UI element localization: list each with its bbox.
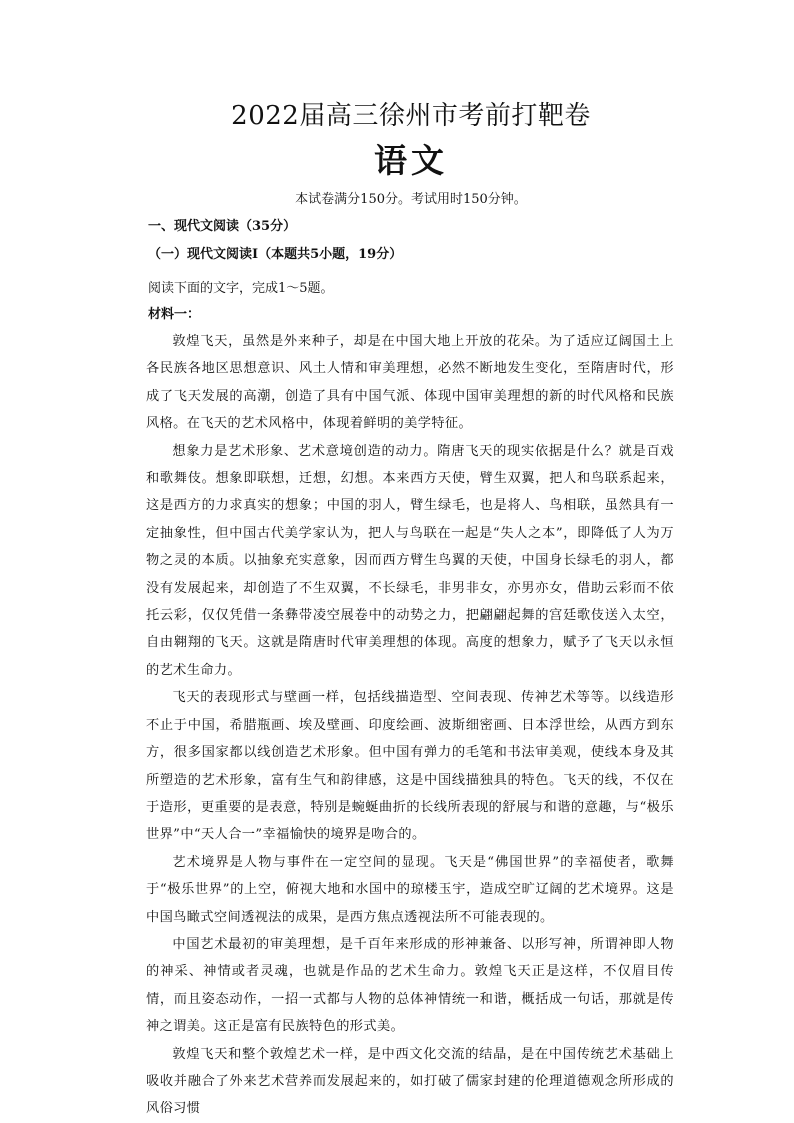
subject-title: 语文 (374, 141, 448, 180)
material-body (146, 328, 674, 1123)
reading-instruction: 阅读下面的文字，完成1～5题。 (148, 281, 334, 296)
subsection-heading: （一）现代文阅读Ⅰ（本题共5小题，19分） (148, 247, 403, 262)
paragraph: 飞天的表现形式与壁画一样，包括线描造型、空间表现、传神艺术等等。以线造形不止于中国，希腊瓶画、埃及壁画、印度绘画、波斯细密画、日本浮世绘，从西方到东方，很多国家都以线创造艺术形象。但中国有弹力的毛笔和书法审美观，使线本身及其所塑造的艺术形象，富有生气和韵律感，这是中国线描独具的特色。飞天的线，不仅在于造形，更重要的是表意，特别是蜿蜒曲折的长线所表现的舒展与和谐的意趣，与“极乐世界”中“天人合一”幸福愉快的境界是吻合的。 (146, 690, 674, 843)
material-label: 材料一： (148, 307, 201, 322)
paragraph: 敦煌飞天，虽然是外来种子，却是在中国大地上开放的花朵。为了适应辽阔国土上各民族各地区思想意识、风土人情和审美理想，必然不断地发生变化，至隋唐时代，形成了飞天发展的高潮，创造了具有中国气派、体现中国审美理想的新的时代风格和民族风格。在飞天的艺术风格中，体现着鲜明的美学特征。 (146, 334, 674, 432)
paragraph: 想象力是艺术形象、艺术意境创造的动力。隋唐飞天的现实依据是什么？就是百戏和歌舞伎。想象即联想，迁想，幻想。本来西方天使，臂生双翼，把人和鸟联系起来，这是西方的力求真实的想象；中国的羽人，臂生绿毛，也是将人、鸟相联，虽然具有一定抽象性，但中国古代美学家认为，把人与鸟联在一起是“失人之本”，即降低了人为万物之灵的本质。以抽象充实意象，因而西方臂生鸟翼的天使，中国身长绿毛的羽人，都没有发展起来，却创造了不生双翼，不长绿毛，非男非女，亦男亦女，借助云彩而不依托云彩，仅仅凭借一条彝带凌空展卷中的动势之力，把翩翩起舞的宫廷歌伎送入太空，自由翱翔的飞天。这就是隋唐时代审美理想的体现。高度的想象力，赋予了飞天以永恒的艺术生命力。 (146, 443, 674, 678)
exam-title: 2022届高三徐州市考前打靶卷 (231, 101, 591, 131)
exam-info: 本试卷满分150分。考试用时150分钟。 (295, 192, 527, 207)
paragraph: 中国艺术最初的审美理想，是千百年来形成的形神兼备、以形写神，所谓神即人物的神采、神情或者灵魂，也就是作品的艺术生命力。敦煌飞天正是这样，不仅眉目传情，而且姿态动作，一招一式都与人物的总体神情统一和谐，概括成一句话，那就是传神之谓美。这正是富有民族特色的形式美。 (146, 936, 674, 1035)
paragraph: 艺术境界是人物与事件在一定空间的显现。飞天是“佛国世界”的幸福使者，歌舞于“极乐世界”的上空，俯视大地和水国中的琼楼玉宇，造成空旷辽阔的艺术境界。这是中国鸟瞰式空间透视法的成果，是西方焦点透视法所不可能表现的。 (146, 854, 674, 925)
paragraph: 敦煌飞天和整个敦煌艺术一样，是中西文化交流的结晶，是在中国传统艺术基础上吸收并融合了外来艺术营养而发展起来的，如打破了儒家封建的伦理道德观念所形成的风俗习惯 (146, 1046, 674, 1117)
section-heading: 一、现代文阅读（35分） (148, 219, 297, 234)
